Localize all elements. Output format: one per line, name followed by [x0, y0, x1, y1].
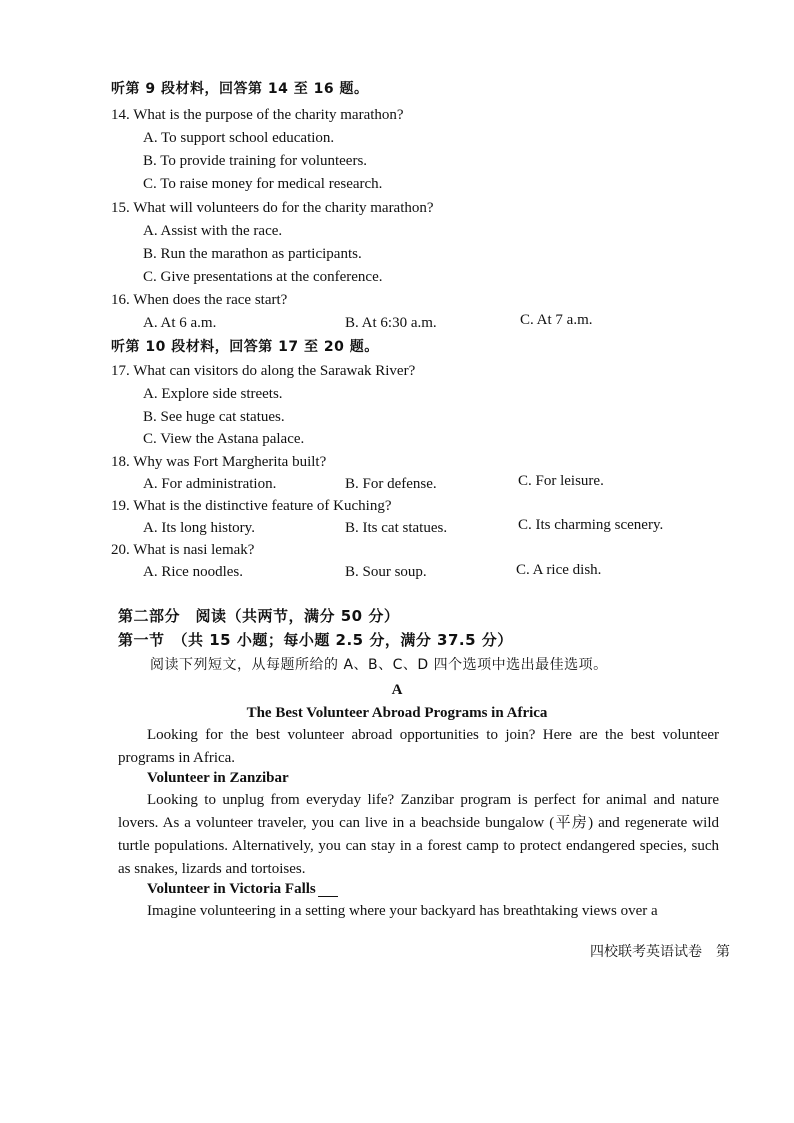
q19-option-a: A. Its long history.: [143, 520, 255, 536]
section-header-10: 听第 10 段材料，回答第 17 至 20 题。: [111, 339, 379, 355]
q14-option-c: C. To raise money for medical research.: [143, 176, 383, 192]
passage-para-zanzibar: [118, 789, 719, 881]
passage-para-zanzibar-text: Looking to unplug from everyday life? Zanzibar program is perfect for animal and nature lovers. As a volunteer traveler, you can live in a beachside bungalow (平房) and regenerate wild turtle populations. Alternatively, you can stay in a forest camp to protect endangered species, such as snakes, lizards and tortoises.: [118, 792, 719, 877]
q14-option-a: A. To support school education.: [143, 130, 335, 146]
page-footer: 四校联考英语试卷 第: [590, 944, 730, 960]
passage-letter: A: [391, 682, 403, 698]
passage-title: The Best Volunteer Abroad Programs in Africa: [246, 705, 548, 721]
subheading-zanzibar: Volunteer in Zanzibar: [147, 770, 289, 786]
q18-option-c: C. For leisure.: [518, 473, 604, 489]
section-header-9: 听第 9 段材料，回答第 14 至 16 题。: [111, 81, 369, 97]
q16-option-c: C. At 7 a.m.: [520, 312, 593, 328]
q15-option-a: A. Assist with the race.: [143, 223, 283, 239]
q20-option-a: A. Rice noodles.: [143, 564, 243, 580]
subheading-victoria-falls: Volunteer in Victoria Falls: [147, 881, 316, 897]
passage-para-victoria: Imagine volunteering in a setting where your backyard has breathtaking views over a: [147, 903, 658, 919]
passage-intro: [118, 724, 719, 770]
q18-option-b: B. For defense.: [345, 476, 437, 492]
part2-section1: 第一节 （共 15 小题；每小题 2.5 分，满分 37.5 分）: [118, 631, 513, 649]
q16-option-a: A. At 6 a.m.: [143, 315, 217, 331]
q14-option-b: B. To provide training for volunteers.: [143, 153, 368, 169]
question-17: 17. What can visitors do along the Sarawak River?: [111, 363, 416, 379]
q15-option-b: B. Run the marathon as participants.: [143, 246, 362, 262]
q20-option-b: B. Sour soup.: [345, 564, 427, 580]
q17-option-b: B. See huge cat statues.: [143, 409, 285, 425]
question-14: 14. What is the purpose of the charity marathon?: [111, 107, 404, 123]
question-15: 15. What will volunteers do for the charity marathon?: [111, 200, 434, 216]
question-20: 20. What is nasi lemak?: [111, 542, 255, 558]
question-18: 18. Why was Fort Margherita built?: [111, 454, 327, 470]
q20-option-c: C. A rice dish.: [516, 562, 602, 578]
question-19: 19. What is the distinctive feature of Kuching?: [111, 498, 392, 514]
q19-option-c: C. Its charming scenery.: [518, 517, 664, 533]
passage-intro-text: Looking for the best volunteer abroad opportunities to join? Here are the best volunteer programs in Africa.: [118, 727, 719, 766]
q15-option-c: C. Give presentations at the conference.: [143, 269, 383, 285]
part2-title: 第二部分 阅读（共两节，满分 50 分）: [118, 607, 400, 625]
q19-option-b: B. Its cat statues.: [345, 520, 448, 536]
q17-option-c: C. View the Astana palace.: [143, 431, 305, 447]
underline-mark: [318, 896, 338, 897]
q16-option-b: B. At 6:30 a.m.: [345, 315, 437, 331]
part2-instruction: 阅读下列短文，从每题所给的 A、B、C、D 四个选项中选出最佳选项。: [150, 657, 608, 673]
q17-option-a: A. Explore side streets.: [143, 386, 283, 402]
question-16: 16. When does the race start?: [111, 292, 288, 308]
q18-option-a: A. For administration.: [143, 476, 277, 492]
